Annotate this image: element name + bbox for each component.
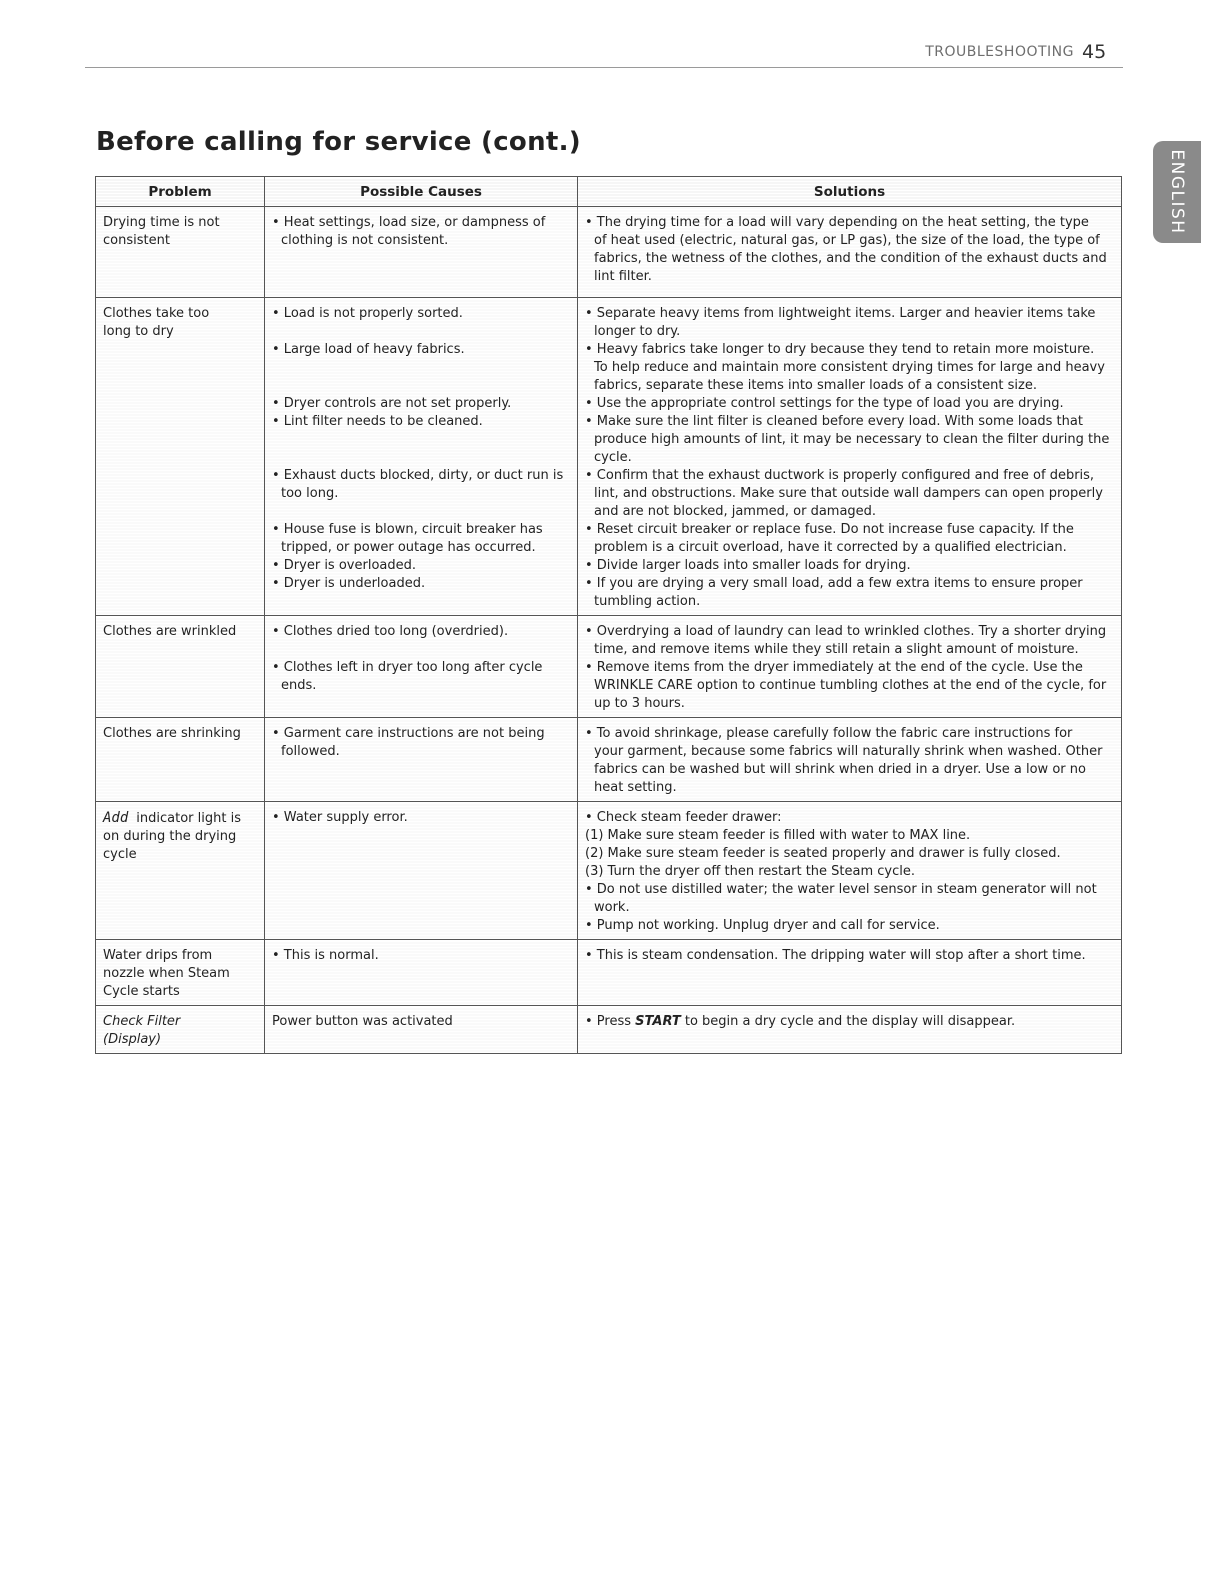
causes-cell [265, 616, 578, 718]
solution-text: To help reduce and maintain more consistent drying times for large and heavy [594, 360, 1105, 375]
solution-text: cycle. [594, 450, 632, 465]
solution-text: fabrics can be washed but will shrink when dried in a dryer. Use a low or no [594, 762, 1086, 777]
solutions-cell [578, 298, 1122, 616]
causes-cell [265, 940, 578, 1006]
cause-text: • Dryer is overloaded. [272, 558, 416, 573]
column-header-problem: Problem [96, 177, 265, 207]
problem-cell [96, 940, 265, 1006]
cause-text: ends. [281, 678, 317, 693]
cause-text: • Exhaust ducts blocked, dirty, or duct run is [272, 468, 564, 483]
problem-text: (Display) [103, 1032, 162, 1047]
language-tab [1153, 141, 1201, 243]
problem-text: Check Filter [103, 1014, 181, 1029]
problem-cell [96, 718, 265, 802]
solutions-cell [578, 1006, 1122, 1054]
solution-text: lint, and obstructions. Make sure that outside wall dampers can open properly [594, 486, 1103, 501]
cause-text: followed. [281, 744, 340, 759]
solution-text: WRINKLE CARE option to continue tumbling clothes at the end of the cycle, for [594, 678, 1107, 693]
problem-text: consistent [103, 233, 170, 248]
solutions-cell [578, 207, 1122, 298]
page-title: Before calling for service (cont.) [96, 127, 581, 157]
cause-text: tripped, or power outage has occurred. [281, 540, 536, 555]
causes-cell [265, 207, 578, 298]
problem-text: Cycle starts [103, 984, 180, 999]
table-row [96, 1006, 1122, 1054]
solutions-cell [578, 718, 1122, 802]
solution-text: • Make sure the lint filter is cleaned before every load. With some loads that [585, 414, 1083, 429]
solution-text: • If you are drying a very small load, add a few extra items to ensure proper [585, 576, 1083, 591]
table-row [96, 298, 1122, 616]
solution-text: produce high amounts of lint, it may be necessary to clean the filter during the [594, 432, 1110, 447]
section-name: TROUBLESHOOTING [925, 44, 1074, 60]
solution-text: • Press [585, 1014, 632, 1029]
cause-text: • Heat settings, load size, or dampness of [272, 215, 546, 230]
causes-cell [265, 802, 578, 940]
solution-text: • Use the appropriate control settings for the type of load you are drying. [585, 396, 1064, 411]
solution-text: of heat used (electric, natural gas, or LP gas), the size of the load, the type of [594, 233, 1100, 248]
table-header-row [96, 177, 1122, 207]
problem-text: Clothes take too [103, 306, 210, 321]
problem-cell [96, 616, 265, 718]
problem-text: cycle [103, 847, 137, 862]
table-row [96, 207, 1122, 298]
solution-text: longer to dry. [594, 324, 681, 339]
problem-cell [96, 802, 265, 940]
cause-text: clothing is not consistent. [281, 233, 449, 248]
solution-text: • Overdrying a load of laundry can lead to wrinkled clothes. Try a shorter drying [585, 624, 1107, 639]
problem-text: long to dry [103, 324, 174, 339]
solution-text: • This is steam condensation. The dripping water will stop after a short time. [585, 948, 1086, 963]
solutions-cell [578, 616, 1122, 718]
table-row [96, 616, 1122, 718]
solution-text: • Heavy fabrics take longer to dry because they tend to retain more moisture. [585, 342, 1095, 357]
solution-text: heat setting. [594, 780, 677, 795]
troubleshooting-table [95, 176, 1122, 1054]
problem-text: nozzle when Steam [103, 966, 230, 981]
cause-text: • Clothes left in dryer too long after cycle [272, 660, 543, 675]
problem-text: on during the drying [103, 829, 237, 844]
cause-text: • Water supply error. [272, 810, 408, 825]
cause-text: • Lint filter needs to be cleaned. [272, 414, 483, 429]
cause-text: • Load is not properly sorted. [272, 306, 463, 321]
cause-text: • Dryer is underloaded. [272, 576, 426, 591]
solution-text: work. [594, 900, 630, 915]
add-display-code: Add [103, 810, 129, 826]
table-row [96, 718, 1122, 802]
solution-text: (1) Make sure steam feeder is filled with water to MAX line. [585, 828, 971, 843]
cause-text: • Garment care instructions are not being [272, 726, 545, 741]
solution-text: • Confirm that the exhaust ductwork is properly configured and free of debris, [585, 468, 1095, 483]
solution-text: fabrics, the wetness of the clothes, and the condition of the exhaust ducts and [594, 251, 1107, 266]
cause-text: • Dryer controls are not set properly. [272, 396, 512, 411]
problem-text: Clothes are shrinking [103, 726, 241, 741]
solution-text: tumbling action. [594, 594, 701, 609]
cause-text: • This is normal. [272, 948, 379, 963]
solution-text: and are not blocked, jammed, or damaged. [594, 504, 877, 519]
solution-text: (2) Make sure steam feeder is seated properly and drawer is fully closed. [585, 846, 1061, 861]
solution-text: to begin a dry cycle and the display will disappear. [684, 1014, 1016, 1029]
column-header-possible-causes: Possible Causes [265, 177, 578, 207]
solution-text: • Do not use distilled water; the water level sensor in steam generator will not [585, 882, 1097, 897]
language-tab-label: ENGLISH [1167, 149, 1187, 235]
solutions-cell [578, 802, 1122, 940]
start-keyword: START [635, 1014, 681, 1029]
page-number: 45 [1082, 41, 1107, 63]
solution-text: up to 3 hours. [594, 696, 685, 711]
cause-text: too long. [281, 486, 339, 501]
solution-text: (3) Turn the dryer off then restart the Steam cycle. [585, 864, 915, 879]
problem-text: Water drips from [103, 948, 213, 963]
solution-text: • Pump not working. Unplug dryer and call for service. [585, 918, 940, 933]
cause-text: • Clothes dried too long (overdried). [272, 624, 509, 639]
causes-cell [265, 298, 578, 616]
solution-text: • Divide larger loads into smaller loads for drying. [585, 558, 911, 573]
cause-text: • House fuse is blown, circuit breaker has [272, 522, 543, 537]
solution-text: fabrics, separate these items into smaller loads of a consistent size. [594, 378, 1037, 393]
solutions-cell [578, 940, 1122, 1006]
solution-text: • Separate heavy items from lightweight items. Larger and heavier items take [585, 306, 1096, 321]
problem-text: Drying time is not [103, 215, 220, 230]
solution-text: • Remove items from the dryer immediately at the end of the cycle. Use the [585, 660, 1083, 675]
problem-cell [96, 207, 265, 298]
problem-text: indicator light is [136, 811, 241, 826]
solution-text: lint filter. [594, 269, 652, 284]
solution-text: • Reset circuit breaker or replace fuse. Do not increase fuse capacity. If the [585, 522, 1074, 537]
cause-text: Power button was activated [272, 1014, 453, 1029]
problem-cell [96, 298, 265, 616]
solution-text: time, and remove items while they still retain a slight amount of moisture. [594, 642, 1079, 657]
problem-cell [96, 1006, 265, 1054]
column-header-solutions: Solutions [578, 177, 1122, 207]
causes-cell [265, 718, 578, 802]
problem-text: Clothes are wrinkled [103, 624, 237, 639]
causes-cell [265, 1006, 578, 1054]
cause-text: • Large load of heavy fabrics. [272, 342, 465, 357]
header-rule [85, 67, 1123, 68]
solution-text: • To avoid shrinkage, please carefully follow the fabric care instructions for [585, 726, 1073, 741]
solution-text: problem is a circuit overload, have it corrected by a qualified electrician. [594, 540, 1067, 555]
table-row [96, 940, 1122, 1006]
solution-text: • Check steam feeder drawer: [585, 810, 782, 825]
solution-text: • The drying time for a load will vary depending on the heat setting, the type [585, 215, 1089, 230]
table-row [96, 802, 1122, 940]
solution-text: your garment, because some fabrics will naturally shrink when washed. Other [594, 744, 1103, 759]
